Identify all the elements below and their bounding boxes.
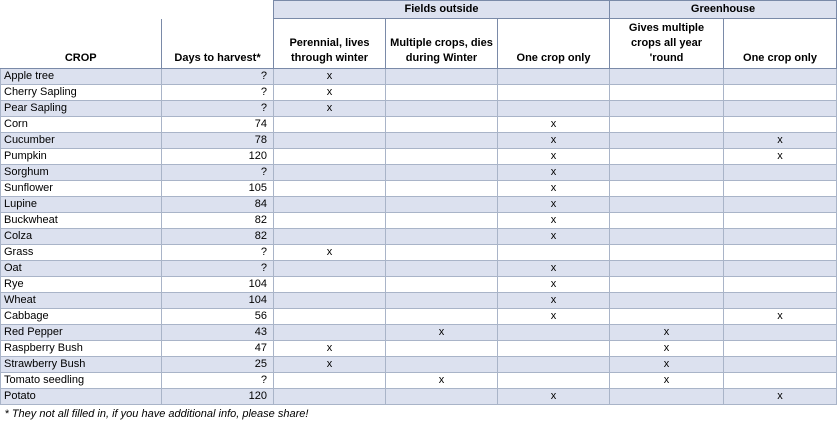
- cell-one-crop-fields: x: [498, 261, 610, 277]
- cell-multiple-dies: [386, 133, 498, 149]
- cell-crop: Sunflower: [1, 181, 162, 197]
- cell-perennial: x: [274, 85, 386, 101]
- cell-one-crop-fields: [498, 341, 610, 357]
- cell-perennial: [274, 181, 386, 197]
- cell-greenhouse-multiple: [610, 197, 724, 213]
- table-row: [1, 197, 837, 213]
- cell-days: 120: [162, 389, 274, 405]
- cell-one-crop-greenhouse: [724, 229, 837, 245]
- cell-one-crop-fields: x: [498, 277, 610, 293]
- cell-days: 47: [162, 341, 274, 357]
- cell-greenhouse-multiple: [610, 261, 724, 277]
- cell-one-crop-fields: x: [498, 293, 610, 309]
- cell-one-crop-greenhouse: [724, 69, 837, 85]
- cell-one-crop-fields: x: [498, 309, 610, 325]
- cell-days: 25: [162, 357, 274, 373]
- cell-crop: Colza: [1, 229, 162, 245]
- cell-perennial: x: [274, 69, 386, 85]
- cell-days: 78: [162, 133, 274, 149]
- cell-perennial: [274, 325, 386, 341]
- table-row: [1, 261, 837, 277]
- table-row: [1, 341, 837, 357]
- cell-multiple-dies: [386, 277, 498, 293]
- cell-days: 56: [162, 309, 274, 325]
- cell-multiple-dies: [386, 245, 498, 261]
- cell-greenhouse-multiple: x: [610, 325, 724, 341]
- cell-crop: Cherry Sapling: [1, 85, 162, 101]
- cell-multiple-dies: [386, 389, 498, 405]
- cell-greenhouse-multiple: x: [610, 357, 724, 373]
- cell-greenhouse-multiple: [610, 69, 724, 85]
- cell-perennial: x: [274, 341, 386, 357]
- cell-greenhouse-multiple: [610, 229, 724, 245]
- cell-one-crop-greenhouse: [724, 101, 837, 117]
- cell-perennial: [274, 309, 386, 325]
- cell-greenhouse-multiple: [610, 165, 724, 181]
- cell-greenhouse-multiple: [610, 213, 724, 229]
- cell-one-crop-fields: [498, 69, 610, 85]
- cell-multiple-dies: [386, 309, 498, 325]
- header-one-crop-greenhouse: One crop only: [724, 19, 837, 69]
- cell-one-crop-greenhouse: x: [724, 309, 837, 325]
- cell-multiple-dies: [386, 261, 498, 277]
- cell-perennial: [274, 277, 386, 293]
- cell-one-crop-fields: [498, 85, 610, 101]
- cell-crop: Grass: [1, 245, 162, 261]
- table-row: [1, 389, 837, 405]
- cell-perennial: [274, 165, 386, 181]
- cell-crop: Oat: [1, 261, 162, 277]
- cell-perennial: [274, 117, 386, 133]
- cell-crop: Cucumber: [1, 133, 162, 149]
- cell-days: ?: [162, 373, 274, 389]
- cell-days: 43: [162, 325, 274, 341]
- table-row: [1, 133, 837, 149]
- table-row: [1, 277, 837, 293]
- cell-days: ?: [162, 245, 274, 261]
- cell-crop: Wheat: [1, 293, 162, 309]
- header-crop: CROP: [1, 19, 162, 69]
- cell-greenhouse-multiple: [610, 245, 724, 261]
- cell-multiple-dies: [386, 149, 498, 165]
- cell-days: ?: [162, 85, 274, 101]
- cell-multiple-dies: [386, 341, 498, 357]
- cell-one-crop-greenhouse: [724, 213, 837, 229]
- table-row: [1, 69, 837, 85]
- cell-perennial: [274, 213, 386, 229]
- cell-perennial: [274, 229, 386, 245]
- cell-multiple-dies: [386, 357, 498, 373]
- cell-one-crop-fields: x: [498, 149, 610, 165]
- cell-multiple-dies: [386, 213, 498, 229]
- cell-one-crop-fields: [498, 245, 610, 261]
- cell-one-crop-fields: x: [498, 389, 610, 405]
- cell-one-crop-greenhouse: [724, 165, 837, 181]
- cell-multiple-dies: [386, 85, 498, 101]
- cell-multiple-dies: [386, 69, 498, 85]
- cell-one-crop-greenhouse: [724, 293, 837, 309]
- cell-one-crop-fields: [498, 101, 610, 117]
- cell-one-crop-greenhouse: [724, 197, 837, 213]
- cell-greenhouse-multiple: [610, 293, 724, 309]
- cell-one-crop-greenhouse: x: [724, 389, 837, 405]
- cell-days: 84: [162, 197, 274, 213]
- cell-perennial: [274, 197, 386, 213]
- cell-greenhouse-multiple: x: [610, 341, 724, 357]
- cell-days: ?: [162, 101, 274, 117]
- table-row: [1, 245, 837, 261]
- header-greenhouse-multiple: Gives multiple crops all year 'round: [610, 19, 724, 69]
- blank-corner: [1, 1, 274, 19]
- cell-days: 120: [162, 149, 274, 165]
- table-row: [1, 373, 837, 389]
- table-row: [1, 293, 837, 309]
- cell-one-crop-greenhouse: [724, 245, 837, 261]
- cell-days: 105: [162, 181, 274, 197]
- group-greenhouse: Greenhouse: [610, 1, 837, 19]
- cell-crop: Buckwheat: [1, 213, 162, 229]
- cell-one-crop-greenhouse: [724, 277, 837, 293]
- cell-greenhouse-multiple: x: [610, 373, 724, 389]
- cell-one-crop-fields: [498, 325, 610, 341]
- cell-crop: Raspberry Bush: [1, 341, 162, 357]
- cell-multiple-dies: [386, 293, 498, 309]
- cell-one-crop-greenhouse: x: [724, 149, 837, 165]
- cell-one-crop-greenhouse: [724, 85, 837, 101]
- cell-perennial: [274, 373, 386, 389]
- cell-one-crop-fields: x: [498, 181, 610, 197]
- header-one-crop-fields: One crop only: [498, 19, 610, 69]
- cell-crop: Lupine: [1, 197, 162, 213]
- header-multiple-crops-dies: Multiple crops, dies during Winter: [386, 19, 498, 69]
- cell-crop: Tomato seedling: [1, 373, 162, 389]
- cell-crop: Strawberry Bush: [1, 357, 162, 373]
- cell-days: 74: [162, 117, 274, 133]
- cell-perennial: [274, 261, 386, 277]
- cell-one-crop-greenhouse: [724, 373, 837, 389]
- cell-greenhouse-multiple: [610, 133, 724, 149]
- cell-crop: Sorghum: [1, 165, 162, 181]
- cell-one-crop-fields: x: [498, 117, 610, 133]
- table-row: [1, 181, 837, 197]
- cell-perennial: x: [274, 245, 386, 261]
- cell-days: 82: [162, 213, 274, 229]
- header-perennial: Perennial, lives through winter: [274, 19, 386, 69]
- cell-perennial: x: [274, 101, 386, 117]
- table-row: [1, 117, 837, 133]
- cell-one-crop-fields: x: [498, 213, 610, 229]
- cell-crop: Corn: [1, 117, 162, 133]
- table-row: [1, 229, 837, 245]
- cell-one-crop-greenhouse: [724, 357, 837, 373]
- cell-days: 82: [162, 229, 274, 245]
- table-row: [1, 309, 837, 325]
- cell-one-crop-fields: x: [498, 165, 610, 181]
- cell-days: 104: [162, 293, 274, 309]
- cell-crop: Potato: [1, 389, 162, 405]
- footnote: * They not all filled in, if you have additional info, please share!: [4, 408, 309, 420]
- cell-crop: Red Pepper: [1, 325, 162, 341]
- cell-one-crop-greenhouse: [724, 117, 837, 133]
- cell-days: ?: [162, 69, 274, 85]
- cell-perennial: x: [274, 357, 386, 373]
- cell-crop: Pumpkin: [1, 149, 162, 165]
- cell-perennial: [274, 149, 386, 165]
- cell-one-crop-fields: [498, 373, 610, 389]
- cell-greenhouse-multiple: [610, 181, 724, 197]
- cell-one-crop-greenhouse: [724, 181, 837, 197]
- cell-crop: Rye: [1, 277, 162, 293]
- cell-one-crop-greenhouse: [724, 325, 837, 341]
- table-row: [1, 213, 837, 229]
- header-days-to-harvest: Days to harvest*: [162, 19, 274, 69]
- cell-multiple-dies: x: [386, 325, 498, 341]
- cell-perennial: [274, 389, 386, 405]
- cell-greenhouse-multiple: [610, 149, 724, 165]
- cell-days: ?: [162, 165, 274, 181]
- table-row: [1, 101, 837, 117]
- cell-one-crop-greenhouse: x: [724, 133, 837, 149]
- cell-days: 104: [162, 277, 274, 293]
- cell-greenhouse-multiple: [610, 277, 724, 293]
- table-row: [1, 149, 837, 165]
- table-row: [1, 165, 837, 181]
- cell-multiple-dies: [386, 197, 498, 213]
- cell-greenhouse-multiple: [610, 101, 724, 117]
- cell-one-crop-greenhouse: [724, 261, 837, 277]
- cell-greenhouse-multiple: [610, 389, 724, 405]
- cell-one-crop-fields: [498, 357, 610, 373]
- cell-multiple-dies: [386, 117, 498, 133]
- cell-crop: Pear Sapling: [1, 101, 162, 117]
- cell-multiple-dies: [386, 229, 498, 245]
- cell-multiple-dies: [386, 181, 498, 197]
- cell-one-crop-greenhouse: [724, 341, 837, 357]
- table-row: [1, 325, 837, 341]
- cell-one-crop-fields: x: [498, 133, 610, 149]
- table-row: [1, 357, 837, 373]
- cell-perennial: [274, 293, 386, 309]
- table-row: [1, 85, 837, 101]
- cell-days: ?: [162, 261, 274, 277]
- cell-one-crop-fields: x: [498, 197, 610, 213]
- cell-one-crop-fields: x: [498, 229, 610, 245]
- cell-multiple-dies: [386, 165, 498, 181]
- cell-greenhouse-multiple: [610, 309, 724, 325]
- cell-greenhouse-multiple: [610, 117, 724, 133]
- cell-multiple-dies: x: [386, 373, 498, 389]
- group-fields-outside: Fields outside: [274, 1, 610, 19]
- cell-multiple-dies: [386, 101, 498, 117]
- cell-greenhouse-multiple: [610, 85, 724, 101]
- cell-crop: Apple tree: [1, 69, 162, 85]
- cell-perennial: [274, 133, 386, 149]
- cell-crop: Cabbage: [1, 309, 162, 325]
